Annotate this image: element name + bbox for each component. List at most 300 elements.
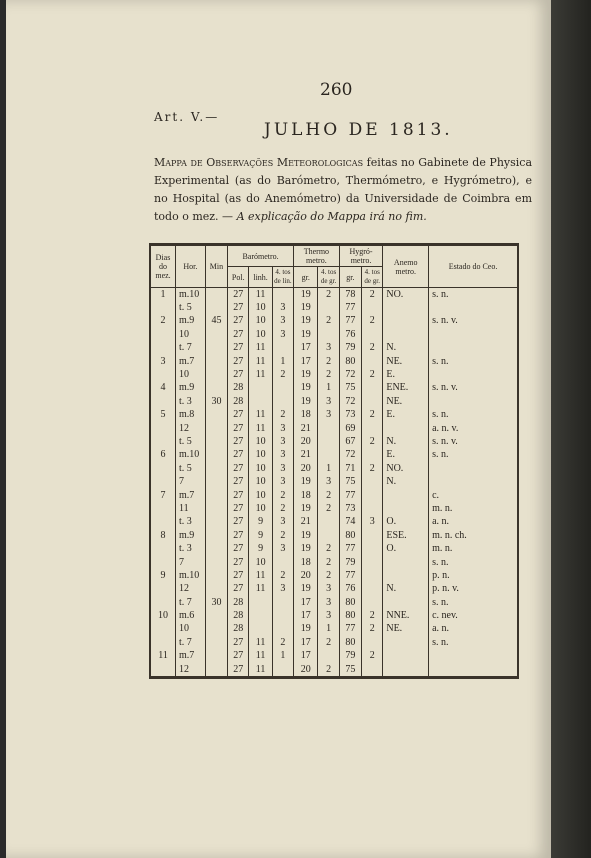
cell-polegadas: 28	[228, 596, 249, 609]
cell-estado-ceo: s. n.	[429, 409, 518, 422]
cell-dia	[150, 435, 176, 448]
cell-hora: 10	[176, 368, 206, 381]
cell-graus-hygro: 75	[339, 382, 361, 395]
cell-hora: t. 3	[176, 516, 206, 529]
cell-hora: t. 5	[176, 435, 206, 448]
cell-graus-hygro: 76	[339, 328, 361, 341]
table-row	[150, 542, 518, 555]
cell-vento	[383, 301, 429, 314]
cell-polegadas: 27	[228, 636, 249, 649]
cell-hora: 7	[176, 556, 206, 569]
cell-graus-hygro: 79	[339, 342, 361, 355]
cell-graus-thermo: 20	[294, 435, 318, 448]
cell-graus-hygro: 77	[339, 489, 361, 502]
cell-minutos	[205, 475, 227, 488]
cell-graus-hygro: 80	[339, 636, 361, 649]
cell-quartos-linha	[272, 382, 293, 395]
cell-dia: 8	[150, 529, 176, 542]
cell-vento: NNE.	[383, 609, 429, 622]
cell-quartos-thermo: 1	[318, 623, 339, 636]
page-title: JULHO DE 1813.	[264, 120, 453, 140]
cell-linhas: 10	[249, 502, 272, 515]
cell-estado-ceo: m. n.	[429, 502, 518, 515]
cell-hora: 7	[176, 475, 206, 488]
cell-vento	[383, 422, 429, 435]
cell-quartos-hygro: 2	[362, 315, 383, 328]
cell-hora: t. 7	[176, 596, 206, 609]
cell-quartos-linha: 3	[272, 422, 293, 435]
table-row	[150, 395, 518, 408]
cell-dia: 2	[150, 315, 176, 328]
cell-minutos	[205, 342, 227, 355]
header-min: Min	[205, 245, 227, 288]
cell-estado-ceo	[429, 368, 518, 381]
cell-hora: t. 7	[176, 636, 206, 649]
cell-minutos: 30	[205, 596, 227, 609]
cell-graus-thermo: 19	[294, 583, 318, 596]
cell-estado-ceo: c. nev.	[429, 609, 518, 622]
cell-hora: 10	[176, 328, 206, 341]
cell-quartos-hygro	[362, 556, 383, 569]
cell-graus-thermo: 17	[294, 609, 318, 622]
cell-linhas: 10	[249, 328, 272, 341]
cell-quartos-linha: 2	[272, 569, 293, 582]
cell-polegadas: 27	[228, 449, 249, 462]
cell-hora: m.10	[176, 449, 206, 462]
cell-quartos-thermo	[318, 328, 339, 341]
header-pol: Pol.	[228, 267, 249, 288]
cell-hora: 12	[176, 583, 206, 596]
cell-minutos	[205, 328, 227, 341]
table-row	[150, 502, 518, 515]
cell-vento	[383, 328, 429, 341]
cell-minutos	[205, 556, 227, 569]
cell-quartos-hygro: 3	[362, 516, 383, 529]
cell-vento: ENE.	[383, 382, 429, 395]
cell-graus-thermo: 19	[294, 475, 318, 488]
cell-quartos-thermo	[318, 301, 339, 314]
cell-graus-thermo: 18	[294, 409, 318, 422]
cell-hora: m.10	[176, 288, 206, 302]
cell-quartos-linha: 3	[272, 542, 293, 555]
cell-quartos-thermo: 3	[318, 395, 339, 408]
cell-graus-hygro: 75	[339, 475, 361, 488]
cell-dia	[150, 663, 176, 678]
cell-quartos-linha: 3	[272, 435, 293, 448]
header-thermometro: Thermo metro.	[294, 245, 340, 267]
cell-quartos-thermo	[318, 435, 339, 448]
cell-polegadas: 27	[228, 502, 249, 515]
cell-quartos-thermo: 2	[318, 489, 339, 502]
cell-vento: E.	[383, 449, 429, 462]
cell-linhas: 10	[249, 556, 272, 569]
cell-linhas: 11	[249, 663, 272, 678]
cell-linhas: 11	[249, 569, 272, 582]
cell-vento: N.	[383, 583, 429, 596]
cell-polegadas: 27	[228, 409, 249, 422]
cell-graus-thermo: 17	[294, 636, 318, 649]
table-row	[150, 569, 518, 582]
cell-linhas: 11	[249, 422, 272, 435]
cell-graus-thermo: 18	[294, 556, 318, 569]
cell-quartos-hygro	[362, 449, 383, 462]
cell-dia	[150, 636, 176, 649]
cell-graus-thermo: 18	[294, 489, 318, 502]
cell-dia	[150, 623, 176, 636]
cell-graus-thermo: 17	[294, 596, 318, 609]
cell-estado-ceo: s. n.	[429, 556, 518, 569]
cell-quartos-hygro	[362, 382, 383, 395]
table-row	[150, 342, 518, 355]
header-quartos-linh: 4. tos de lin.	[272, 267, 293, 288]
cell-estado-ceo	[429, 475, 518, 488]
table-row	[150, 435, 518, 448]
cell-vento	[383, 315, 429, 328]
header-gr: gr.	[294, 267, 318, 288]
cell-graus-hygro: 76	[339, 583, 361, 596]
cell-hora: m.6	[176, 609, 206, 622]
cell-quartos-hygro	[362, 542, 383, 555]
cell-minutos	[205, 355, 227, 368]
cell-dia	[150, 502, 176, 515]
cell-quartos-linha	[272, 623, 293, 636]
cell-linhas: 10	[249, 462, 272, 475]
table-row	[150, 556, 518, 569]
cell-estado-ceo: a. n. v.	[429, 422, 518, 435]
cell-graus-hygro: 73	[339, 502, 361, 515]
cell-vento	[383, 556, 429, 569]
cell-hora: 12	[176, 663, 206, 678]
cell-minutos	[205, 636, 227, 649]
cell-estado-ceo	[429, 663, 518, 678]
cell-quartos-linha	[272, 596, 293, 609]
header-hygro-gr: gr.	[339, 267, 361, 288]
cell-estado-ceo	[429, 462, 518, 475]
cell-quartos-thermo: 2	[318, 542, 339, 555]
cell-minutos: 30	[205, 395, 227, 408]
cell-graus-thermo: 19	[294, 288, 318, 302]
table-row	[150, 355, 518, 368]
cell-quartos-linha	[272, 556, 293, 569]
cell-estado-ceo: c.	[429, 489, 518, 502]
cell-graus-thermo: 17	[294, 355, 318, 368]
cell-vento: N.	[383, 342, 429, 355]
cell-estado-ceo: a. n.	[429, 516, 518, 529]
cell-quartos-hygro: 2	[362, 342, 383, 355]
cell-graus-thermo: 19	[294, 315, 318, 328]
cell-quartos-thermo	[318, 529, 339, 542]
cell-quartos-hygro	[362, 636, 383, 649]
cell-quartos-linha: 3	[272, 583, 293, 596]
cell-quartos-linha: 2	[272, 409, 293, 422]
cell-polegadas: 27	[228, 556, 249, 569]
cell-linhas: 11	[249, 355, 272, 368]
cell-hora: m.7	[176, 355, 206, 368]
table-row	[150, 409, 518, 422]
cell-minutos	[205, 650, 227, 663]
cell-polegadas: 27	[228, 342, 249, 355]
table-row	[150, 288, 518, 302]
cell-dia	[150, 368, 176, 381]
cell-dia	[150, 516, 176, 529]
cell-minutos	[205, 382, 227, 395]
cell-quartos-thermo: 2	[318, 355, 339, 368]
table-row	[150, 462, 518, 475]
header-hygrometro: Hygró- metro.	[339, 245, 383, 267]
table-row	[150, 301, 518, 314]
cell-graus-thermo: 20	[294, 462, 318, 475]
cell-dia: 5	[150, 409, 176, 422]
cell-dia: 11	[150, 650, 176, 663]
cell-minutos	[205, 542, 227, 555]
cell-quartos-linha: 2	[272, 529, 293, 542]
cell-polegadas: 27	[228, 355, 249, 368]
cell-vento: E.	[383, 368, 429, 381]
cell-linhas: 9	[249, 516, 272, 529]
table-row	[150, 449, 518, 462]
cell-vento	[383, 650, 429, 663]
cell-quartos-thermo	[318, 422, 339, 435]
cell-linhas	[249, 395, 272, 408]
article-label: Art. V.—	[154, 110, 220, 124]
cell-quartos-thermo: 3	[318, 409, 339, 422]
cell-minutos	[205, 368, 227, 381]
cell-estado-ceo: p. n.	[429, 569, 518, 582]
cell-minutos	[205, 529, 227, 542]
header-barometro: Barómetro.	[228, 245, 294, 267]
cell-dia: 4	[150, 382, 176, 395]
cell-graus-thermo: 19	[294, 529, 318, 542]
cell-estado-ceo: s. n. v.	[429, 435, 518, 448]
cell-graus-hygro: 72	[339, 395, 361, 408]
cell-dia: 6	[150, 449, 176, 462]
cell-polegadas: 27	[228, 489, 249, 502]
cell-dia	[150, 395, 176, 408]
cell-quartos-thermo: 2	[318, 288, 339, 302]
cell-graus-thermo: 20	[294, 569, 318, 582]
cell-linhas: 10	[249, 301, 272, 314]
cell-minutos	[205, 583, 227, 596]
cell-linhas: 11	[249, 650, 272, 663]
cell-dia	[150, 342, 176, 355]
cell-minutos	[205, 422, 227, 435]
cell-estado-ceo: s. n.	[429, 449, 518, 462]
intro-paragraph	[154, 154, 532, 226]
cell-graus-hygro: 71	[339, 462, 361, 475]
cell-minutos	[205, 623, 227, 636]
cell-quartos-linha: 1	[272, 355, 293, 368]
cell-estado-ceo	[429, 342, 518, 355]
cell-vento: NO.	[383, 288, 429, 302]
cell-quartos-thermo: 2	[318, 315, 339, 328]
cell-minutos	[205, 435, 227, 448]
cell-minutos	[205, 569, 227, 582]
cell-quartos-thermo: 3	[318, 609, 339, 622]
cell-quartos-hygro: 2	[362, 409, 383, 422]
cell-estado-ceo: s. n.	[429, 636, 518, 649]
cell-quartos-hygro	[362, 663, 383, 678]
cell-quartos-linha	[272, 342, 293, 355]
cell-quartos-thermo: 2	[318, 569, 339, 582]
cell-quartos-linha: 2	[272, 489, 293, 502]
cell-quartos-linha	[272, 609, 293, 622]
cell-graus-hygro: 69	[339, 422, 361, 435]
cell-estado-ceo	[429, 395, 518, 408]
cell-vento: NE.	[383, 395, 429, 408]
cell-quartos-thermo: 2	[318, 663, 339, 678]
cell-linhas: 10	[249, 475, 272, 488]
cell-polegadas: 28	[228, 609, 249, 622]
cell-minutos	[205, 288, 227, 302]
cell-vento	[383, 663, 429, 678]
cell-hora: m.10	[176, 569, 206, 582]
cell-quartos-hygro	[362, 502, 383, 515]
cell-graus-hygro: 75	[339, 663, 361, 678]
cell-graus-hygro: 72	[339, 449, 361, 462]
cell-hora: 11	[176, 502, 206, 515]
cell-graus-hygro: 80	[339, 609, 361, 622]
cell-polegadas: 27	[228, 542, 249, 555]
cell-quartos-hygro	[362, 529, 383, 542]
cell-polegadas: 27	[228, 315, 249, 328]
cell-quartos-thermo: 1	[318, 462, 339, 475]
cell-polegadas: 27	[228, 569, 249, 582]
header-dias: Dias do mez.	[150, 245, 176, 288]
cell-quartos-hygro	[362, 355, 383, 368]
cell-minutos	[205, 301, 227, 314]
cell-minutos	[205, 663, 227, 678]
cell-quartos-thermo: 2	[318, 636, 339, 649]
intro-lead: Mappa de Observações Meteorologicas	[154, 156, 364, 169]
cell-dia	[150, 422, 176, 435]
cell-polegadas: 27	[228, 583, 249, 596]
cell-quartos-thermo: 1	[318, 382, 339, 395]
cell-dia	[150, 542, 176, 555]
cell-quartos-hygro: 2	[362, 609, 383, 622]
cell-vento	[383, 636, 429, 649]
cell-polegadas: 27	[228, 435, 249, 448]
cell-graus-thermo: 19	[294, 301, 318, 314]
cell-quartos-hygro	[362, 395, 383, 408]
table-row	[150, 489, 518, 502]
cell-graus-hygro: 77	[339, 315, 361, 328]
cell-estado-ceo	[429, 328, 518, 341]
cell-hora: t. 3	[176, 395, 206, 408]
header-linh: linh.	[249, 267, 272, 288]
cell-graus-hygro: 77	[339, 542, 361, 555]
next-page-edge	[551, 0, 591, 858]
cell-minutos	[205, 516, 227, 529]
cell-quartos-linha: 1	[272, 650, 293, 663]
cell-graus-hygro: 79	[339, 650, 361, 663]
cell-minutos	[205, 502, 227, 515]
cell-estado-ceo: a. n.	[429, 623, 518, 636]
cell-hora: 10	[176, 623, 206, 636]
cell-hora: m.7	[176, 489, 206, 502]
cell-dia	[150, 556, 176, 569]
cell-estado-ceo: p. n. v.	[429, 583, 518, 596]
cell-quartos-linha	[272, 395, 293, 408]
cell-graus-thermo: 19	[294, 328, 318, 341]
table-row	[150, 636, 518, 649]
cell-quartos-hygro: 2	[362, 288, 383, 302]
cell-polegadas: 27	[228, 516, 249, 529]
cell-quartos-linha	[272, 288, 293, 302]
table-row	[150, 368, 518, 381]
cell-hora: t. 5	[176, 462, 206, 475]
cell-graus-hygro: 80	[339, 596, 361, 609]
cell-vento: E.	[383, 409, 429, 422]
cell-hora: m.7	[176, 650, 206, 663]
cell-quartos-thermo	[318, 650, 339, 663]
cell-quartos-linha: 2	[272, 502, 293, 515]
observations-table	[149, 243, 519, 679]
cell-linhas: 11	[249, 583, 272, 596]
cell-linhas: 10	[249, 449, 272, 462]
intro-note: A explicação do Mappa irá no fim.	[236, 210, 427, 223]
cell-linhas: 11	[249, 342, 272, 355]
cell-hora: t. 3	[176, 542, 206, 555]
cell-linhas	[249, 596, 272, 609]
cell-quartos-linha	[272, 663, 293, 678]
cell-quartos-hygro	[362, 489, 383, 502]
cell-polegadas: 27	[228, 301, 249, 314]
cell-graus-thermo: 19	[294, 368, 318, 381]
cell-quartos-linha: 3	[272, 516, 293, 529]
cell-quartos-linha: 3	[272, 328, 293, 341]
cell-graus-thermo: 17	[294, 650, 318, 663]
cell-polegadas: 27	[228, 288, 249, 302]
header-anemometro: Anemo metro.	[383, 245, 429, 288]
cell-linhas: 10	[249, 435, 272, 448]
cell-minutos: 45	[205, 315, 227, 328]
table-body	[150, 288, 518, 678]
cell-quartos-thermo: 3	[318, 342, 339, 355]
table-row	[150, 650, 518, 663]
cell-vento	[383, 569, 429, 582]
page-number: 260	[320, 80, 353, 100]
cell-quartos-thermo	[318, 516, 339, 529]
cell-graus-thermo: 19	[294, 623, 318, 636]
cell-estado-ceo: s. n. v.	[429, 382, 518, 395]
cell-quartos-linha: 3	[272, 449, 293, 462]
cell-minutos	[205, 462, 227, 475]
cell-polegadas: 27	[228, 328, 249, 341]
intro-body: feitas no Gabinete de Physica Experimental (as do Barómetro, Thermómetro, e Hygrómetro), e no Hospital (as do Anemómetro) da Universidade de Coimbra em todo o mez. —	[154, 156, 532, 223]
cell-polegadas: 27	[228, 529, 249, 542]
cell-quartos-hygro	[362, 422, 383, 435]
cell-graus-thermo: 21	[294, 516, 318, 529]
cell-hora: t. 7	[176, 342, 206, 355]
cell-estado-ceo: s. n.	[429, 355, 518, 368]
cell-quartos-linha: 3	[272, 462, 293, 475]
cell-minutos	[205, 609, 227, 622]
cell-vento: N.	[383, 475, 429, 488]
cell-quartos-thermo: 2	[318, 556, 339, 569]
cell-graus-hygro: 77	[339, 301, 361, 314]
cell-hora: m.9	[176, 382, 206, 395]
cell-quartos-hygro: 2	[362, 435, 383, 448]
cell-dia	[150, 462, 176, 475]
cell-dia	[150, 301, 176, 314]
table-row	[150, 475, 518, 488]
cell-graus-thermo: 19	[294, 502, 318, 515]
cell-hora: t. 5	[176, 301, 206, 314]
cell-quartos-linha: 2	[272, 636, 293, 649]
cell-linhas: 11	[249, 636, 272, 649]
cell-graus-thermo: 17	[294, 342, 318, 355]
table-row	[150, 583, 518, 596]
